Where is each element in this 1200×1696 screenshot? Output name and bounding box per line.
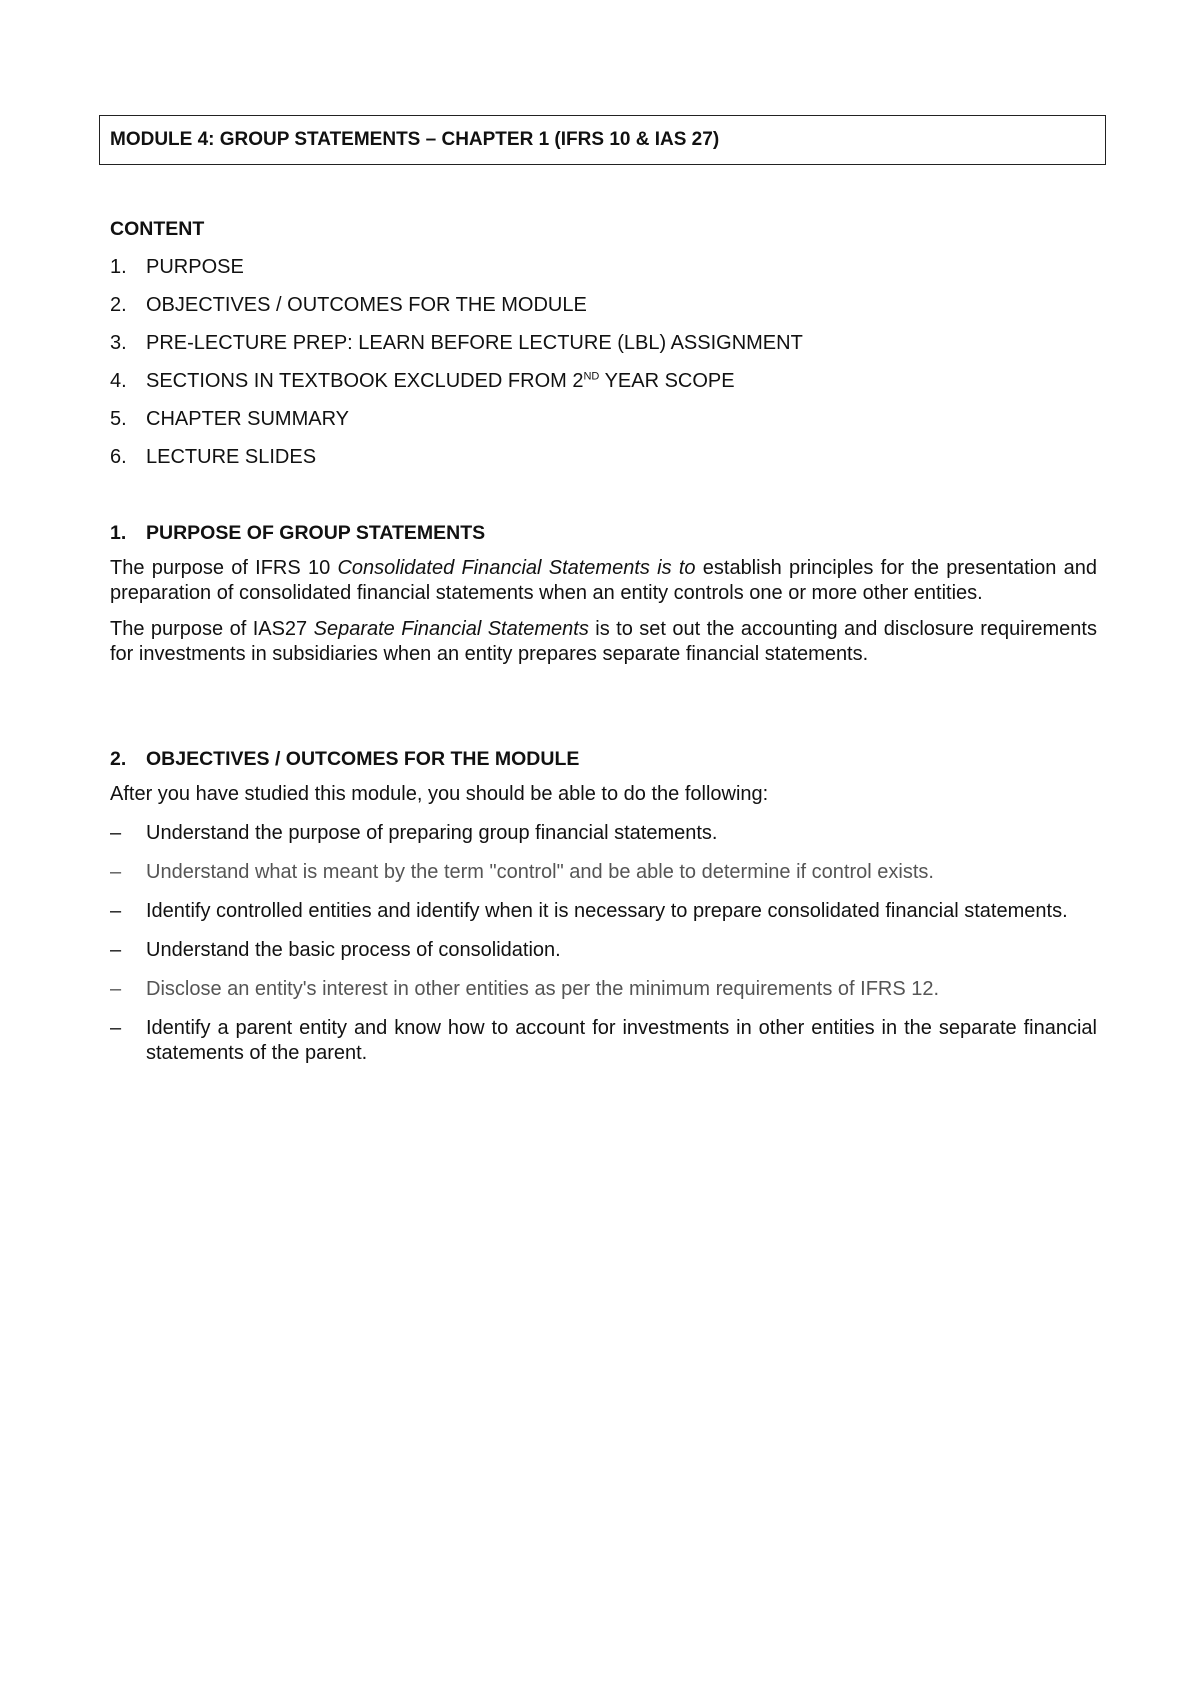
dash-bullet: –	[110, 978, 122, 1000]
list-item-text: Understand the basic process of consolidation.	[146, 939, 561, 961]
dash-bullet: –	[110, 861, 122, 883]
toc-item-label: PURPOSE	[146, 256, 244, 278]
objectives-intro: After you have studied this module, you should be able to do the following:	[110, 783, 769, 805]
toc-item-label: PRE-LECTURE PREP: LEARN BEFORE LECTURE (LBL) ASSIGNMENT	[146, 332, 803, 354]
paragraph-text: is to set out the accounting and disclosure requirements for investments in subsidiaries when an entity prepares separate financial statements.	[110, 618, 1097, 665]
table-of-contents	[110, 255, 803, 483]
list-item-text: Disclose an entity's interest in other entities as per the minimum requirements of IFRS 12.	[146, 978, 940, 1000]
toc-item	[110, 331, 803, 369]
toc-item-number: 1.	[110, 256, 127, 278]
toc-item	[110, 445, 803, 483]
toc-item-label: LECTURE SLIDES	[146, 446, 317, 468]
list-item	[110, 860, 1097, 885]
dash-bullet: –	[110, 939, 122, 961]
section-title: OBJECTIVES / OUTCOMES FOR THE MODULE	[146, 748, 580, 770]
section-heading	[110, 522, 1097, 546]
toc-item-superscript: ND	[583, 370, 600, 383]
toc-item	[110, 407, 803, 445]
toc-item-number: 3.	[110, 332, 127, 354]
dash-bullet: –	[110, 900, 122, 922]
toc-item-label-end: YEAR SCOPE	[599, 370, 735, 392]
toc-item-number: 6.	[110, 446, 127, 468]
toc-item	[110, 255, 803, 293]
list-item-text: Understand what is meant by the term "control" and be able to determine if control exists.	[146, 861, 934, 883]
toc-item-label: OBJECTIVES / OUTCOMES FOR THE MODULE	[146, 294, 587, 316]
list-item-text: Identify controlled entities and identify when it is necessary to prepare consolidated financial statements.	[146, 900, 1068, 922]
list-item	[110, 977, 1097, 1002]
standard-title: Separate Financial Statements	[313, 618, 589, 640]
section-number: 1.	[110, 522, 127, 544]
list-item	[110, 899, 1097, 924]
content-heading: CONTENT	[110, 218, 205, 240]
purpose-paragraph-ias27	[110, 617, 1097, 667]
list-item	[110, 821, 1097, 846]
dash-bullet: –	[110, 1017, 122, 1039]
toc-item	[110, 293, 803, 331]
module-title-box	[99, 115, 1106, 165]
purpose-paragraph-ifrs10	[110, 556, 1097, 606]
toc-item-number: 4.	[110, 370, 127, 392]
standard-title: Consolidated Financial Statements is to	[337, 557, 696, 579]
toc-item-number: 5.	[110, 408, 127, 430]
list-item	[110, 938, 1097, 963]
toc-item-label: CHAPTER SUMMARY	[146, 408, 349, 430]
toc-item-label-start: SECTIONS IN TEXTBOOK EXCLUDED FROM 2	[146, 370, 584, 392]
toc-item-number: 2.	[110, 294, 127, 316]
list-item-text: Identify a parent entity and know how to account for investments in other entities in the separate financial statements of the parent.	[146, 1017, 1097, 1064]
section-objectives	[110, 748, 1097, 1080]
section-number: 2.	[110, 748, 127, 770]
paragraph-text: establish principles for the presentation and preparation of consolidated financial statements when an entity controls one or more other entities.	[110, 557, 1097, 604]
objectives-list	[110, 821, 1097, 1066]
paragraph-text: The purpose of IFRS 10	[110, 557, 338, 579]
toc-item	[110, 369, 803, 407]
module-title: MODULE 4: GROUP STATEMENTS – CHAPTER 1 (IFRS 10 & IAS 27)	[110, 129, 720, 150]
section-title: PURPOSE OF GROUP STATEMENTS	[146, 522, 486, 544]
section-purpose	[110, 522, 1097, 678]
paragraph-text: The purpose of IAS27	[110, 618, 314, 640]
section-heading	[110, 748, 1097, 772]
dash-bullet: –	[110, 822, 122, 844]
list-item	[110, 1016, 1097, 1066]
list-item-text: Understand the purpose of preparing group financial statements.	[146, 822, 718, 844]
